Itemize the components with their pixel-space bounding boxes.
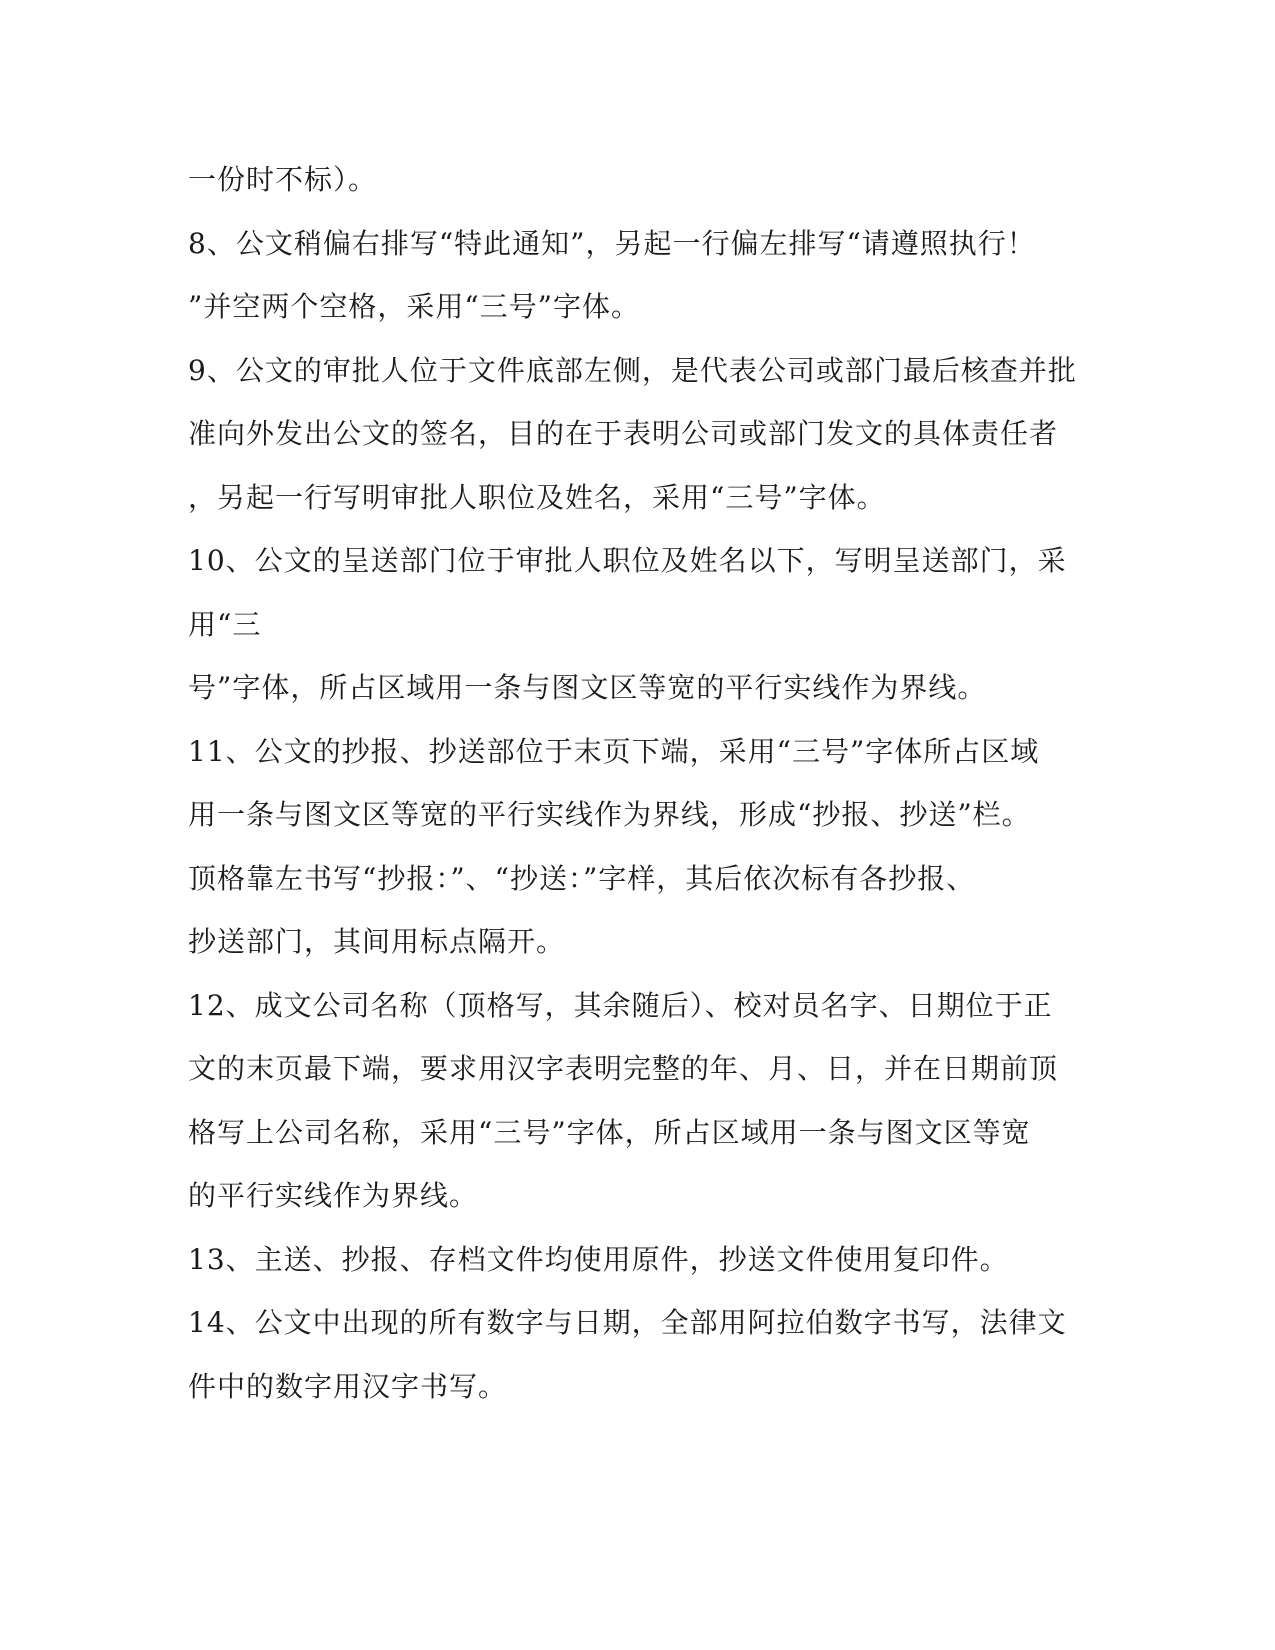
text-line: 件中的数字用汉字书写。 <box>188 1369 508 1403</box>
text-line: 11、公文的抄报、抄送部位于末页下端，采用“三号”字体所占区域 <box>188 734 1040 768</box>
text-line: 9、公文的审批人位于文件底部左侧，是代表公司或部门最后核查并批 <box>188 353 1077 387</box>
text-line: 的平行实线作为界线。 <box>188 1179 479 1212</box>
text-line: 13、主送、抄报、存档文件均使用原件，抄送文件使用复印件。 <box>188 1242 1009 1276</box>
text-line: 12、成文公司名称（顶格写，其余随后）、校对员名字、日期位于正 <box>188 988 1053 1022</box>
text-line: 顶格靠左书写“抄报：”、“抄送：”字样，其后依次标有各抄报、 <box>188 861 976 895</box>
text-line: 文的末页最下端，要求用汉字表明完整的年、月、日，并在日期前顶 <box>188 1052 1059 1085</box>
text-line: 8、公文稍偏右排写“特此通知”，另起一行偏左排写“请遵照执行！ <box>188 226 1036 260</box>
text-line: ，另起一行写明审批人职位及姓名，采用“三号”字体。 <box>188 480 886 514</box>
text-line: 号”字体，所占区域用一条与图文区等宽的平行实线作为界线。 <box>188 671 987 704</box>
text-line: 准向外发出公文的签名，目的在于表明公司或部门发文的具体责任者 <box>188 417 1059 450</box>
text-line: ”并空两个空格，采用“三号”字体。 <box>188 290 640 323</box>
text-line: 用一条与图文区等宽的平行实线作为界线，形成“抄报、抄送”栏。 <box>188 798 1031 831</box>
text-line: 用“三 <box>188 607 262 641</box>
text-line: 抄送部门，其间用标点隔开。 <box>188 925 566 958</box>
document-body <box>188 160 1088 1430</box>
text-line: 格写上公司名称，采用“三号”字体，所占区域用一条与图文区等宽 <box>188 1115 1031 1149</box>
text-line: 一份时不标）。 <box>188 163 378 196</box>
text-line: 14、公文中出现的所有数字与日期，全部用阿拉伯数字书写，法律文 <box>188 1306 1067 1339</box>
text-line: 10、公文的呈送部门位于审批人职位及姓名以下，写明呈送部门，采 <box>188 544 1067 577</box>
